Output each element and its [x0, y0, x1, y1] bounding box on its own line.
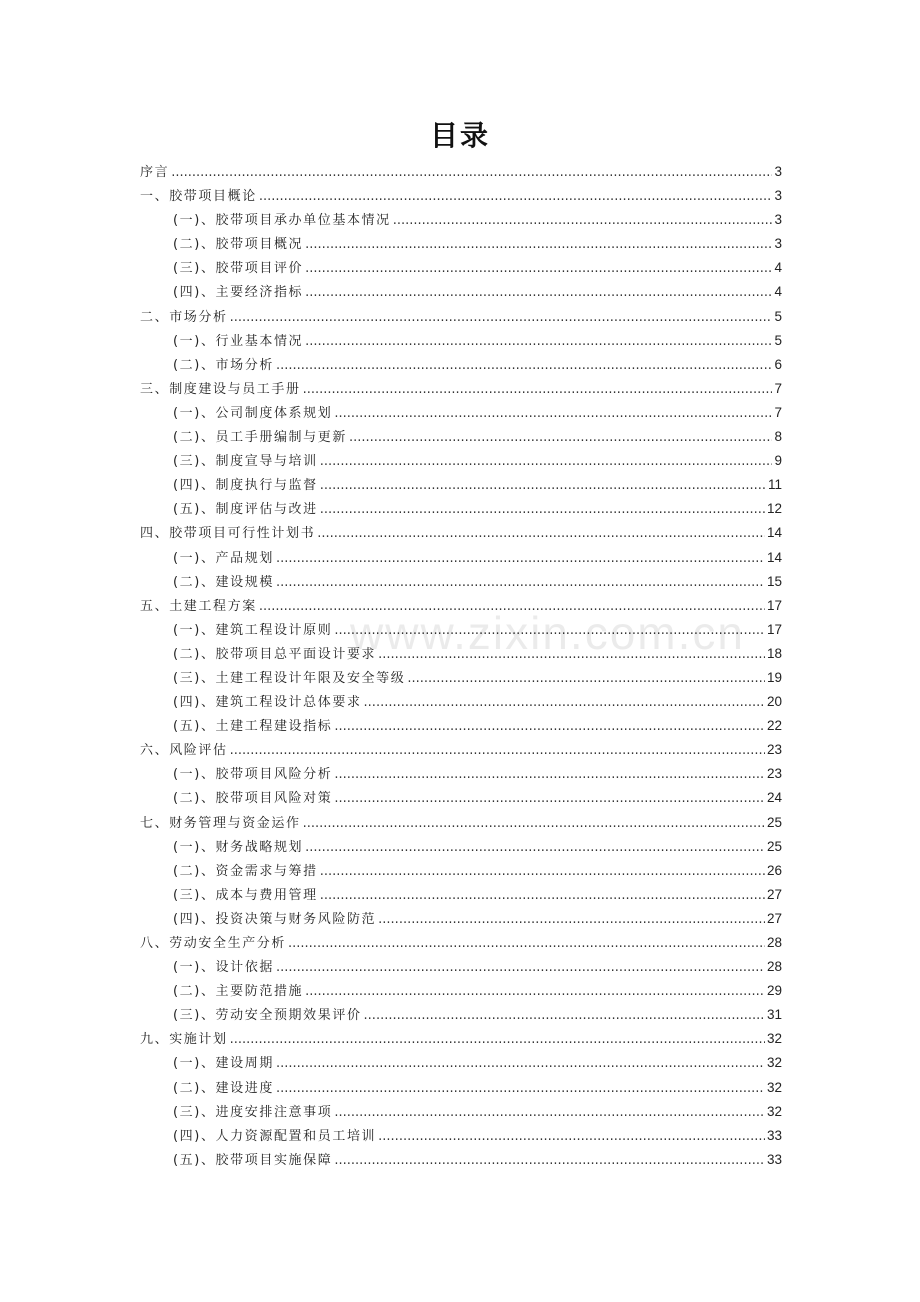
toc-entry[interactable] [140, 377, 782, 401]
toc-dot-leader [334, 1101, 765, 1125]
toc-dot-leader [317, 522, 765, 546]
toc-entry[interactable] [140, 883, 782, 907]
toc-entry-page-number: 8 [774, 429, 782, 445]
toc-entry-label: (一)、产品规划 [173, 550, 274, 566]
toc-entry[interactable] [140, 1100, 782, 1124]
toc-entry[interactable] [140, 690, 782, 714]
toc-entry-page-number: 19 [766, 669, 782, 685]
toc-entry-page-number: 3 [774, 212, 782, 228]
toc-entry-page-number: 23 [766, 742, 782, 758]
toc-dot-leader [364, 1004, 765, 1028]
toc-entry-label: 序言 [140, 165, 170, 180]
toc-entry-page-number: 32 [766, 1055, 782, 1071]
toc-dot-leader [259, 185, 773, 209]
toc-entry-page-number: 6 [774, 356, 782, 372]
toc-dot-leader [276, 1052, 765, 1076]
toc-dot-leader [303, 378, 773, 402]
toc-dot-leader [320, 498, 765, 522]
toc-entry[interactable] [140, 280, 782, 304]
toc-entry-page-number: 26 [766, 862, 782, 878]
toc-entry[interactable] [140, 642, 782, 666]
toc-dot-leader [334, 715, 765, 739]
toc-entry[interactable] [140, 1076, 782, 1100]
toc-dot-leader [305, 257, 772, 281]
toc-dot-leader [364, 691, 765, 715]
toc-entry[interactable] [140, 449, 782, 473]
watermark: www.zixin.com.cn [350, 607, 745, 659]
toc-entry[interactable] [140, 473, 782, 497]
toc-entry[interactable] [140, 835, 782, 859]
toc-dot-leader [276, 354, 773, 378]
toc-entry-label: 六、风险评估 [140, 743, 228, 759]
toc-entry[interactable] [140, 907, 782, 931]
toc-dot-leader [276, 547, 765, 571]
toc-dot-leader [334, 402, 772, 426]
toc-entry[interactable] [140, 1027, 782, 1051]
toc-entry-page-number: 18 [766, 645, 782, 661]
toc-entry[interactable] [140, 305, 782, 329]
toc-entry[interactable] [140, 1124, 782, 1148]
toc-entry-page-number: 7 [774, 380, 782, 396]
toc-entry-page-number: 23 [766, 766, 782, 782]
toc-entry[interactable] [140, 618, 782, 642]
toc-entry[interactable] [140, 1051, 782, 1075]
toc-entry[interactable] [140, 546, 782, 570]
toc-dot-leader [334, 763, 765, 787]
toc-entry-label: (一)、行业基本情况 [173, 333, 304, 349]
toc-entry-page-number: 12 [766, 501, 782, 517]
toc-entry-label: (一)、建设周期 [173, 1056, 274, 1072]
toc-entry[interactable] [140, 256, 782, 280]
toc-entry-label: (四)、人力资源配置和员工培训 [173, 1128, 377, 1144]
toc-entry-label: (三)、劳动安全预期效果评价 [173, 1008, 362, 1024]
toc-entry[interactable] [140, 666, 782, 690]
toc-dot-leader [276, 1077, 765, 1101]
toc-dot-leader [305, 836, 765, 860]
toc-entry-page-number: 3 [774, 164, 782, 179]
toc-dot-leader [407, 667, 765, 691]
toc-entry[interactable] [140, 401, 782, 425]
toc-entry-label: (一)、财务战略规划 [173, 839, 304, 855]
toc-dot-leader [276, 571, 765, 595]
toc-entry-page-number: 3 [774, 188, 782, 204]
toc-entry-page-number: 32 [766, 1103, 782, 1119]
toc-entry-page-number: 20 [766, 694, 782, 710]
toc-entry-page-number: 25 [766, 814, 782, 830]
toc-entry-page-number: 5 [774, 308, 782, 324]
toc-entry-page-number: 28 [766, 959, 782, 975]
toc-entry[interactable] [140, 497, 782, 521]
toc-entry-page-number: 14 [766, 549, 782, 565]
toc-entry[interactable] [140, 786, 782, 810]
toc-dot-leader [276, 956, 765, 980]
toc-entry-page-number: 3 [774, 236, 782, 252]
toc-entry-label: 四、胶带项目可行性计划书 [140, 526, 316, 542]
toc-entry-page-number: 28 [766, 935, 782, 950]
toc-entry-page-number: 33 [766, 1151, 782, 1167]
toc-entry[interactable] [140, 738, 782, 762]
toc-dot-leader [320, 450, 773, 474]
toc-dot-leader [230, 1028, 765, 1052]
toc-entry-label: 七、财务管理与资金运作 [140, 815, 301, 831]
toc-dot-leader [305, 233, 772, 257]
toc-dot-leader [230, 306, 773, 330]
toc-dot-leader [378, 643, 765, 667]
toc-entry-page-number: 33 [766, 1127, 782, 1143]
toc-entry[interactable] [140, 859, 782, 883]
toc-entry-label: 八、劳动安全生产分析 [140, 936, 287, 951]
toc-entry-page-number: 17 [766, 597, 782, 613]
toc-dot-leader [303, 812, 765, 836]
toc-dot-leader [320, 860, 765, 884]
toc-entry[interactable] [140, 570, 782, 594]
toc-entry-label: (四)、主要经济指标 [173, 285, 304, 301]
toc-entry-label: (二)、胶带项目总平面设计要求 [173, 646, 377, 662]
toc-entry-page-number: 11 [767, 477, 782, 493]
toc-entry[interactable] [140, 353, 782, 377]
toc-entry[interactable] [140, 811, 782, 835]
toc-dot-leader [288, 932, 765, 956]
toc-entry-page-number: 31 [766, 1007, 782, 1023]
toc-entry-label: (五)、土建工程建设指标 [173, 719, 333, 735]
toc-dot-leader [305, 980, 765, 1004]
toc-dot-leader [320, 474, 766, 498]
toc-entry-label: (二)、资金需求与筹措 [173, 863, 318, 879]
toc-entry[interactable] [140, 425, 782, 449]
toc-entry-label: (一)、胶带项目承办单位基本情况 [173, 213, 391, 229]
toc-dot-leader [334, 1149, 765, 1173]
toc-entry-page-number: 27 [766, 886, 782, 902]
toc-entry-label: (二)、主要防范措施 [173, 984, 304, 1000]
toc-entry-page-number: 14 [766, 525, 782, 541]
toc-entry-label: 二、市场分析 [140, 309, 228, 325]
toc-entry[interactable] [140, 329, 782, 353]
toc-entry-label: 九、实施计划 [140, 1032, 228, 1048]
toc-entry-label: (一)、建筑工程设计原则 [173, 622, 333, 638]
toc-entry-label: 五、土建工程方案 [140, 598, 257, 614]
toc-entry-label: (四)、投资决策与财务风险防范 [173, 911, 377, 927]
toc-dot-leader [393, 209, 773, 233]
toc-entry-page-number: 9 [774, 453, 782, 469]
toc-entry-page-number: 15 [766, 573, 782, 589]
toc-entry[interactable] [140, 594, 782, 618]
toc-entry-label: (四)、制度执行与监督 [173, 478, 318, 494]
toc-entry-label: (三)、制度宣导与培训 [173, 454, 318, 470]
toc-entry-label: (五)、胶带项目实施保障 [173, 1152, 333, 1168]
toc-entry[interactable] [140, 184, 782, 208]
page-title: 目录 [429, 119, 490, 152]
toc-dot-leader [259, 595, 765, 619]
toc-entry-label: (二)、胶带项目概况 [173, 237, 304, 253]
toc-entry[interactable] [140, 232, 782, 256]
toc-entry-label: (三)、土建工程设计年限及安全等级 [173, 670, 406, 686]
toc-entry[interactable] [140, 955, 782, 979]
toc-dot-leader [171, 161, 772, 185]
toc-entry-page-number: 4 [774, 260, 782, 276]
toc-entry-label: (二)、市场分析 [173, 357, 274, 373]
toc-entry[interactable] [140, 160, 782, 184]
toc-entry-label: (五)、制度评估与改进 [173, 502, 318, 518]
toc-dot-leader [334, 787, 765, 811]
toc-entry[interactable] [140, 521, 782, 545]
toc-entry[interactable] [140, 1003, 782, 1027]
toc-entry-label: 一、胶带项目概论 [140, 189, 257, 205]
toc-entry-label: (二)、胶带项目风险对策 [173, 791, 333, 807]
toc-entry[interactable] [140, 762, 782, 786]
toc-entry-label: (三)、胶带项目评价 [173, 261, 304, 277]
toc-entry-label: (一)、设计依据 [173, 960, 274, 976]
toc-dot-leader [378, 1125, 765, 1149]
toc-entry-page-number: 24 [766, 790, 782, 806]
toc-entry-label: (二)、员工手册编制与更新 [173, 430, 347, 446]
toc-entry[interactable] [140, 931, 782, 955]
toc-entry-page-number: 27 [766, 910, 782, 926]
toc-entry-label: 三、制度建设与员工手册 [140, 381, 301, 397]
toc-entry-page-number: 5 [774, 332, 782, 348]
toc-entry[interactable] [140, 714, 782, 738]
toc-entry-page-number: 22 [766, 718, 782, 734]
table-of-contents [140, 160, 782, 1172]
toc-dot-leader [349, 426, 773, 450]
toc-dot-leader [305, 330, 772, 354]
toc-entry-label: (二)、建设规模 [173, 574, 274, 590]
toc-entry-label: (一)、胶带项目风险分析 [173, 767, 333, 783]
toc-entry-page-number: 17 [766, 621, 782, 637]
toc-dot-leader [334, 619, 765, 643]
toc-dot-leader [305, 281, 772, 305]
toc-entry-page-number: 32 [766, 1031, 782, 1047]
toc-entry[interactable] [140, 1148, 782, 1172]
toc-entry[interactable] [140, 208, 782, 232]
toc-entry-page-number: 7 [774, 404, 782, 420]
toc-entry-label: (三)、进度安排注意事项 [173, 1104, 333, 1120]
toc-entry-page-number: 32 [766, 1079, 782, 1095]
toc-entry-page-number: 29 [766, 983, 782, 999]
toc-entry-label: (二)、建设进度 [173, 1080, 274, 1096]
toc-dot-leader [230, 739, 765, 763]
toc-entry-label: (三)、成本与费用管理 [173, 887, 318, 903]
toc-dot-leader [320, 884, 765, 908]
toc-entry-label: (四)、建筑工程设计总体要求 [173, 695, 362, 711]
toc-dot-leader [378, 908, 765, 932]
toc-entry-label: (一)、公司制度体系规划 [173, 405, 333, 421]
toc-entry-page-number: 4 [774, 284, 782, 300]
toc-entry[interactable] [140, 979, 782, 1003]
toc-entry-page-number: 25 [766, 838, 782, 854]
